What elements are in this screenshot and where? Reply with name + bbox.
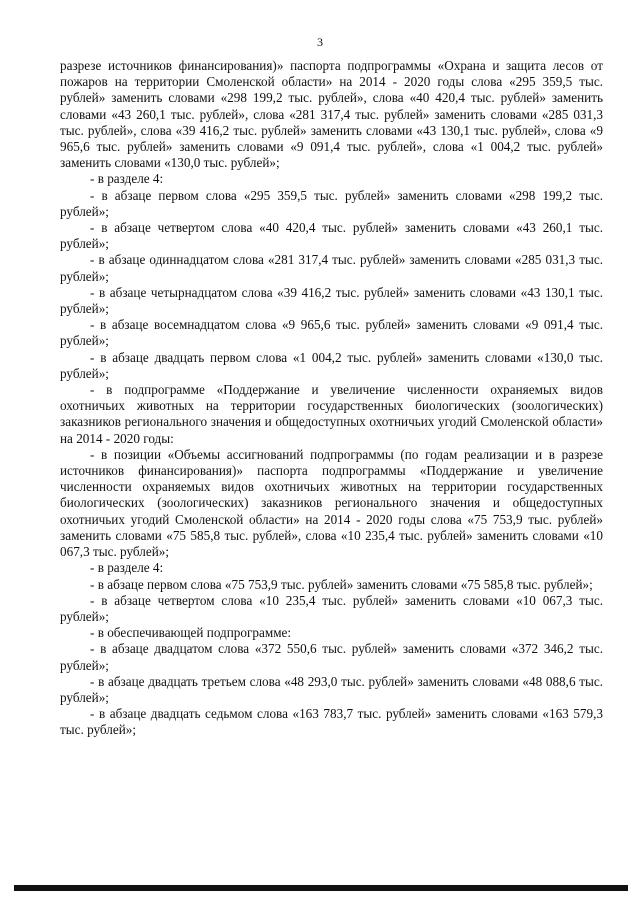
paragraph: - в абзаце двадцать первом слова «1 004,2 тыс. рублей» заменить словами «130,0 тыс. рублей»; — [60, 349, 603, 381]
page-number: 3 — [317, 35, 323, 49]
paragraph: - в абзаце первом слова «75 753,9 тыс. рублей» заменить словами «75 585,8 тыс. рублей»; — [90, 576, 593, 592]
paragraph: - в обеспечивающей подпрограмме: — [90, 625, 292, 641]
bottom-scan-border — [14, 885, 628, 891]
paragraph: - в абзаце двадцать седьмом слова «163 783,7 тыс. рублей» заменить словами «163 579,3 тыс. рублей»; — [60, 706, 603, 738]
paragraph: разрезе источников финансирования)» паспорта подпрограммы «Охрана и защита лесов от пожаров на территории Смоленской области» на 2014 - 2020 годы слова «295 359,5 тыс. рублей» заменить словами «298 199,2 тыс. рублей», слова «40 420,4 тыс. рублей» заменить словами «43 260,1 тыс. рублей», слова «281 317,4 тыс. рублей» заменить словами «285 031,3 тыс. рублей», слова «39 416,2 тыс. рублей» заменить словами «43 130,1 тыс. рублей», слова «9 965,6 тыс. рублей» заменить словами «9 091,4 тыс. рублей», слова «1 004,2 тыс. рублей» заменить словами «130,0 тыс. рублей»; — [60, 58, 603, 171]
paragraph: - в разделе 4: — [90, 560, 164, 576]
document-body — [60, 58, 603, 739]
paragraph: - в абзаце первом слова «295 359,5 тыс. рублей» заменить словами «298 199,2 тыс. рублей»; — [60, 187, 603, 219]
paragraph: - в позиции «Объемы ассигнований подпрограммы (по годам реализации и в разрезе источников финансирования)» паспорта подпрограммы «Поддержание и увеличение численности охраняемых видов охотничьих животных на территории государственных биологических (зоологических) заказников регионального значения и общедоступных охотничьих угодий Смоленской области» на 2014 - 2020 годы слова «75 753,9 тыс. рублей» заменить словами «75 585,8 тыс. рублей», слова «10 235,4 тыс. рублей» заменить словами «10 067,3 тыс. рублей»; — [60, 446, 603, 560]
paragraph: - в подпрограмме «Поддержание и увеличение численности охраняемых видов охотничьих животных на территории государственных биологических (зоологических) заказников регионального значения и общедоступных охотничьих угодий Смоленской области» на 2014 - 2020 годы: — [60, 382, 603, 446]
paragraph: - в абзаце двадцать третьем слова «48 293,0 тыс. рублей» заменить словами «48 088,6 тыс. рублей»; — [60, 673, 603, 705]
paragraph: - в абзаце четвертом слова «40 420,4 тыс. рублей» заменить словами «43 260,1 тыс. рублей»; — [60, 220, 603, 252]
paragraph: - в абзаце четвертом слова «10 235,4 тыс. рублей» заменить словами «10 067,3 тыс. рублей»; — [60, 592, 603, 624]
paragraph: - в разделе 4: — [90, 171, 164, 187]
paragraph: - в абзаце одиннадцатом слова «281 317,4 тыс. рублей» заменить словами «285 031,3 тыс. рублей»; — [60, 252, 603, 284]
paragraph: - в абзаце восемнадцатом слова «9 965,6 тыс. рублей» заменить словами «9 091,4 тыс. рублей»; — [60, 317, 603, 349]
paragraph: - в абзаце двадцатом слова «372 550,6 тыс. рублей» заменить словами «372 346,2 тыс. рублей»; — [60, 641, 603, 673]
paragraph: - в абзаце четырнадцатом слова «39 416,2 тыс. рублей» заменить словами «43 130,1 тыс. рублей»; — [60, 284, 603, 317]
